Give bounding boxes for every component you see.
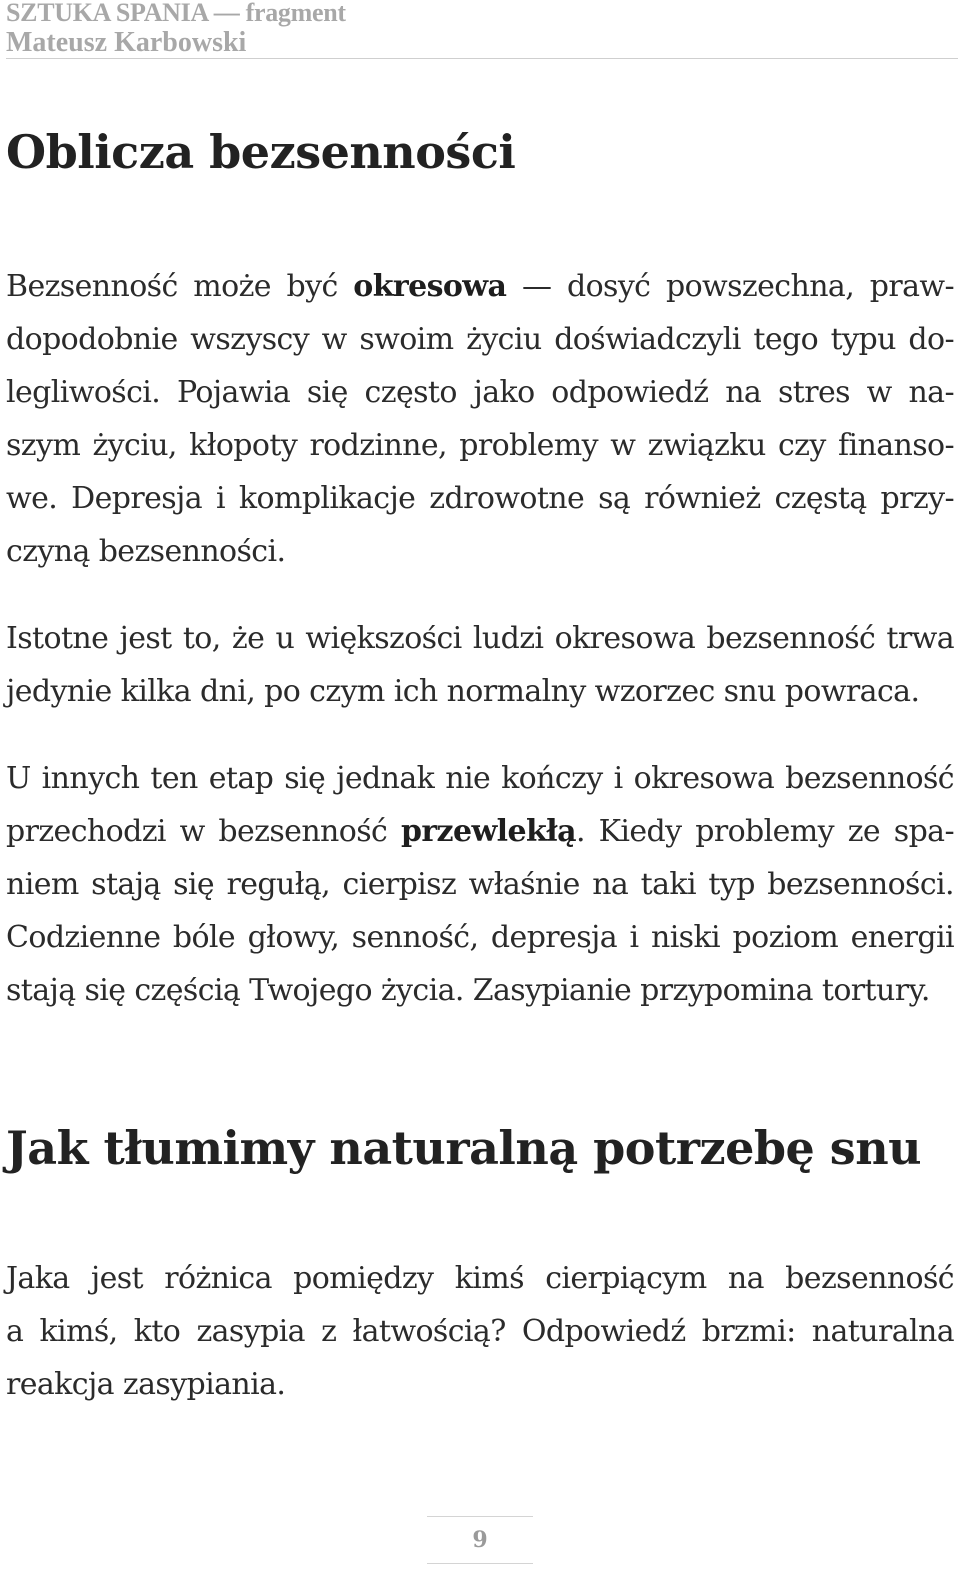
text-line: niem stają się regułą, cierpisz właśnie na taki typ bezsenności.: [6, 867, 954, 902]
text-line: czyną bezsenności.: [6, 534, 286, 569]
emphasized-term: przewlekłą: [400, 814, 576, 849]
page-number: 9: [427, 1516, 533, 1564]
section-heading-2: Jak tłumimy naturalną potrzebę snu: [6, 1121, 922, 1175]
header-title-line: [6, 0, 958, 26]
header-subtitle: fragment: [245, 0, 346, 27]
text-line: legliwości. Pojawia się często jako odpowiedź na stres w na-: [6, 375, 954, 410]
text-line: reakcja zasypiania.: [6, 1367, 286, 1402]
text-line: we. Depresja i komplikacje zdrowotne są również częstą przy-: [6, 481, 954, 516]
paragraph: [6, 1252, 954, 1411]
text-line: U innych ten etap się jednak nie kończy i okresowa bezsenność: [6, 761, 954, 796]
text-line: przechodzi w bezsenność przewlekłą. Kiedy problemy ze spa-: [6, 814, 954, 849]
book-title: SZTUKA SPANIA: [6, 0, 208, 27]
text-line: jedynie kilka dni, po czym ich normalny wzorzec snu powraca.: [6, 674, 920, 709]
text-line: Jaka jest różnica pomiędzy kimś cierpiącym na bezsenność: [6, 1261, 954, 1296]
text-line: dopodobnie wszyscy w swoim życiu doświadczyli tego typu do-: [6, 322, 954, 357]
text-line: stają się częścią Twojego życia. Zasypianie przypomina tortury.: [6, 973, 930, 1008]
paragraph: [6, 260, 954, 578]
text-line: Istotne jest to, że u większości ludzi okresowa bezsenność trwa: [6, 621, 954, 656]
paragraph: [6, 752, 954, 1017]
text-line: a kimś, kto zasypia z łatwością? Odpowiedź brzmi: naturalna: [6, 1314, 954, 1349]
text-line: szym życiu, kłopoty rodzinne, problemy w związku czy finanso-: [6, 428, 954, 463]
author-name: Mateusz Karbowski: [6, 27, 247, 58]
header-separator: —: [213, 0, 240, 27]
text-line: Codzienne bóle głowy, senność, depresja i niski poziom energii: [6, 920, 954, 955]
paragraph: [6, 612, 954, 718]
section-heading-1: Oblicza bezsenności: [6, 125, 516, 179]
text-line: Bezsenność może być okresowa — dosyć powszechna, praw-: [6, 269, 954, 304]
emphasized-term: okresowa: [353, 269, 507, 304]
